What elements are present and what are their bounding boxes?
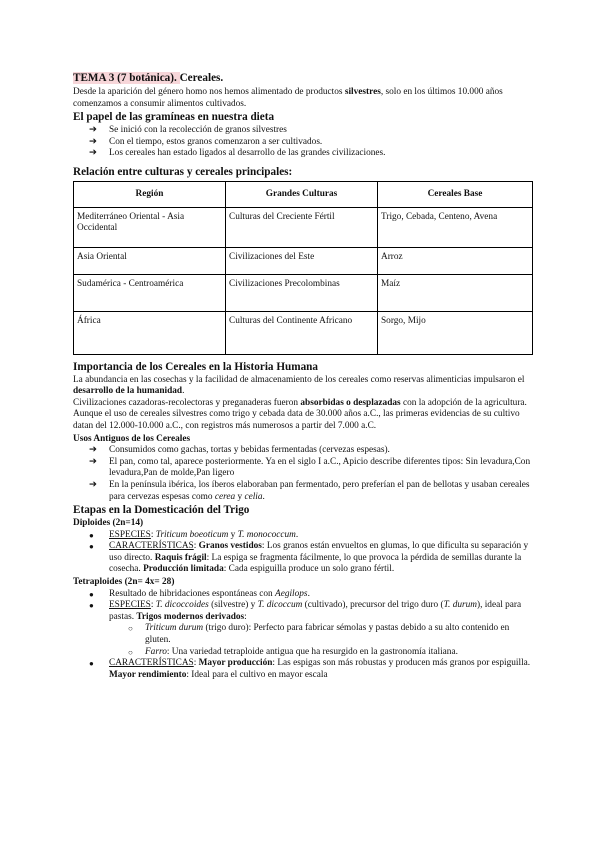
importancia-p2 [73, 398, 533, 410]
etapas-heading: Etapas en la Domesticación del Trigo [73, 504, 250, 517]
title-highlight [73, 72, 180, 84]
bullet-dot-icon: ● [89, 659, 94, 669]
page-title [73, 72, 533, 85]
gramineas-list [73, 125, 533, 160]
arrow-bullet-icon: ➔ [89, 125, 97, 136]
list-item-text: Se inició con la recolección de granos silvestres [109, 125, 287, 136]
importancia-heading: Importancia de los Cereales en la Historia Humana [73, 360, 318, 373]
list-item [73, 148, 533, 160]
table-cell: Asia Oriental [74, 247, 226, 274]
table-cell: Maíz [378, 274, 533, 311]
list-item-text: Los cereales han estado ligados al desarrollo de las grandes civilizaciones. [109, 148, 386, 159]
table-cell: Sudamérica - Centroamérica [74, 274, 226, 311]
list-item [73, 480, 533, 503]
usos-list [73, 445, 533, 503]
table-cell: Sorgo, Mijo [378, 311, 533, 354]
underlined-label: CARACTERÍSTICAS [109, 658, 194, 669]
diploides-list [73, 530, 533, 576]
list-item [73, 137, 533, 149]
text: (trigo duro): Perfecto para fabricar sémolas y pastas debido a su alto contenido en gluten. [145, 623, 510, 646]
bullet-dot-icon: ● [89, 601, 94, 611]
importancia-p1 [73, 375, 533, 398]
table-cell: Civilizaciones Precolombinas [226, 274, 378, 311]
list-item-text: En la península ibérica, los íberos elaboraban pan fermentado, pero preferían el pan de bellotas y usaban cereales para cervezas espesas como [109, 479, 530, 502]
intro-text: Desde la aparición del género homo nos hemos alimentado de productos [73, 87, 345, 97]
table-row [74, 247, 533, 274]
text: y [235, 491, 245, 502]
text: : [150, 529, 156, 540]
bullet-dot-icon: ● [89, 530, 94, 540]
text: Civilizaciones cazadoras-recolectoras y preganaderas fueron [73, 397, 301, 408]
species-name: Triticum boeoticum [155, 529, 229, 540]
underlined-label: ESPECIES [109, 529, 151, 540]
list-item [73, 541, 533, 576]
bold-text: desarrollo de la humanidad [73, 386, 183, 397]
bold-text: Granos vestidos [198, 541, 262, 552]
bold-text: absorbidas o desplazadas [300, 397, 401, 408]
list-item [73, 457, 533, 480]
underlined-label: CARACTERÍSTICAS [109, 541, 194, 552]
bullet-dot-icon: ● [89, 542, 94, 552]
list-item-text: El pan, como tal, aparece posteriormente. Ya en el siglo I a.C., Apicio describe diferentes tipos: Sin levadura,Con levadura,Pan de molde,Pan ligero [109, 456, 531, 479]
intro-bold: silvestres [344, 87, 381, 97]
list-item-text: Con el tiempo, estos granos comenzaron a ser cultivados. [109, 136, 323, 147]
table-row [74, 274, 533, 311]
list-item [73, 600, 533, 658]
text: (cultivado), precursor del trigo duro ( [302, 600, 444, 611]
text: : Ideal para el cultivo en mayor escala [186, 669, 328, 680]
tetraploides-list [73, 589, 533, 682]
table-cell: Arroz [378, 247, 533, 274]
bullet-circle-icon: ○ [128, 647, 133, 657]
table-row [74, 311, 533, 354]
text: : [150, 600, 156, 611]
species-name: Farro [145, 646, 167, 657]
text: (silvestre) y [208, 600, 258, 611]
arrow-bullet-icon: ➔ [89, 445, 97, 456]
text: Resultado de hibridaciones espontáneas con [109, 588, 276, 599]
table-cell: África [74, 311, 226, 354]
species-name: T. dicoccoides [155, 600, 209, 611]
text: : Las espigas son más robustas y producen más granos por espiguilla. [272, 658, 531, 669]
relacion-heading: Relación entre culturas y cereales principales: [73, 165, 293, 178]
table-cell: Culturas del Creciente Fértil [226, 207, 378, 247]
bold-text: Mayor rendimiento [109, 669, 187, 680]
text: con la adopción de la agricultura. [400, 397, 527, 408]
text: . [307, 588, 310, 599]
list-item [73, 623, 533, 646]
bold-text: Raquis frágil [154, 552, 207, 563]
text: . [182, 386, 185, 397]
diploides-heading: Diploides (2n=14) [73, 518, 144, 529]
text: . [295, 529, 299, 540]
document-content [73, 72, 533, 681]
species-name: T. monococcum [237, 529, 296, 540]
species-name: T. dicoccum [257, 600, 303, 611]
table-header: Cereales Base [378, 181, 533, 207]
text: : Los granos están envueltos en glumas, lo que dificulta su separación y uso directo. [109, 541, 529, 563]
arrow-bullet-icon: ➔ [89, 136, 97, 147]
bold-text: Trigos modernos derivados [136, 611, 245, 622]
species-name: T. durum [443, 600, 477, 611]
title-sub: Cereales. [179, 72, 224, 84]
text: La abundancia en las cosechas y la facilidad de almacenamiento de los cereales como reservas alimenticias impulsaron el [73, 374, 525, 385]
tetraploides-heading: Tetraploides (2n= 4x= 28) [73, 577, 175, 588]
table-cell: Trigo, Cebada, Centeno, Avena [378, 207, 533, 247]
table-cell: Civilizaciones del Este [226, 247, 378, 274]
list-item [73, 658, 533, 681]
list-item-text: Consumidos como gachas, tortas y bebidas fermentadas (cervezas espesas). [109, 445, 390, 456]
arrow-bullet-icon: ➔ [89, 456, 97, 467]
species-name: Triticum durum [145, 623, 204, 634]
gramineas-heading: El papel de las gramíneas en nuestra dieta [73, 111, 275, 124]
italic-text: celia [244, 491, 263, 502]
culturas-table [73, 181, 533, 355]
text: : Cada espiguilla produce un solo grano fértil. [223, 564, 395, 575]
table-header: Región [74, 181, 226, 207]
species-name: Aegilops [275, 588, 308, 599]
intro-text-end: , solo en los últimos 10.000 años comenzamos a consumir alimentos cultivados. [73, 87, 503, 109]
bullet-circle-icon: ○ [128, 624, 133, 634]
bold-text: Mayor producción [198, 658, 273, 669]
usos-heading: Usos Antiguos de los Cereales [73, 433, 191, 444]
list-item [73, 530, 533, 542]
text: ), ideal para pastas. [109, 600, 522, 622]
arrow-bullet-icon: ➔ [89, 148, 97, 159]
table-row [74, 207, 533, 247]
intro-paragraph [73, 87, 533, 110]
table-header: Grandes Culturas [226, 181, 378, 207]
list-item [73, 589, 533, 601]
arrow-bullet-icon: ➔ [89, 479, 97, 490]
bullet-dot-icon: ● [89, 589, 94, 599]
underlined-label: ESPECIES [109, 600, 151, 611]
text: : La espiga se fragmenta fácilmente, lo que provoca la pérdida de semillas durante la cosecha. [109, 552, 522, 575]
text: : [244, 611, 247, 622]
list-item [73, 647, 533, 659]
bold-text: Producción limitada [143, 564, 224, 575]
importancia-p3: Aunque el uso de cereales silvestres como trigo y cebada data de 30.000 años a.C., las primeras evidencias de su cultivo datan del 12.000-10.000 a.C., con registros más numerosos a partir del 7.000 a.C. [73, 409, 520, 431]
text: : [193, 541, 199, 552]
text: : [193, 658, 199, 669]
table-header-row [74, 181, 533, 207]
list-item [73, 125, 533, 137]
title-main: TEMA 3 (7 botánica). [73, 72, 177, 84]
table-cell: Mediterráneo Oriental - Asia Occidental [74, 207, 226, 247]
derived-wheat-list [73, 623, 533, 658]
text: : Una variedad tetraploide antigua que ha resurgido en la gastronomía italiana. [166, 646, 458, 657]
text: y [228, 529, 238, 540]
text: . [262, 491, 265, 502]
italic-text: cerea [214, 491, 236, 502]
list-item [73, 445, 533, 457]
table-cell: Culturas del Continente Africano [226, 311, 378, 354]
